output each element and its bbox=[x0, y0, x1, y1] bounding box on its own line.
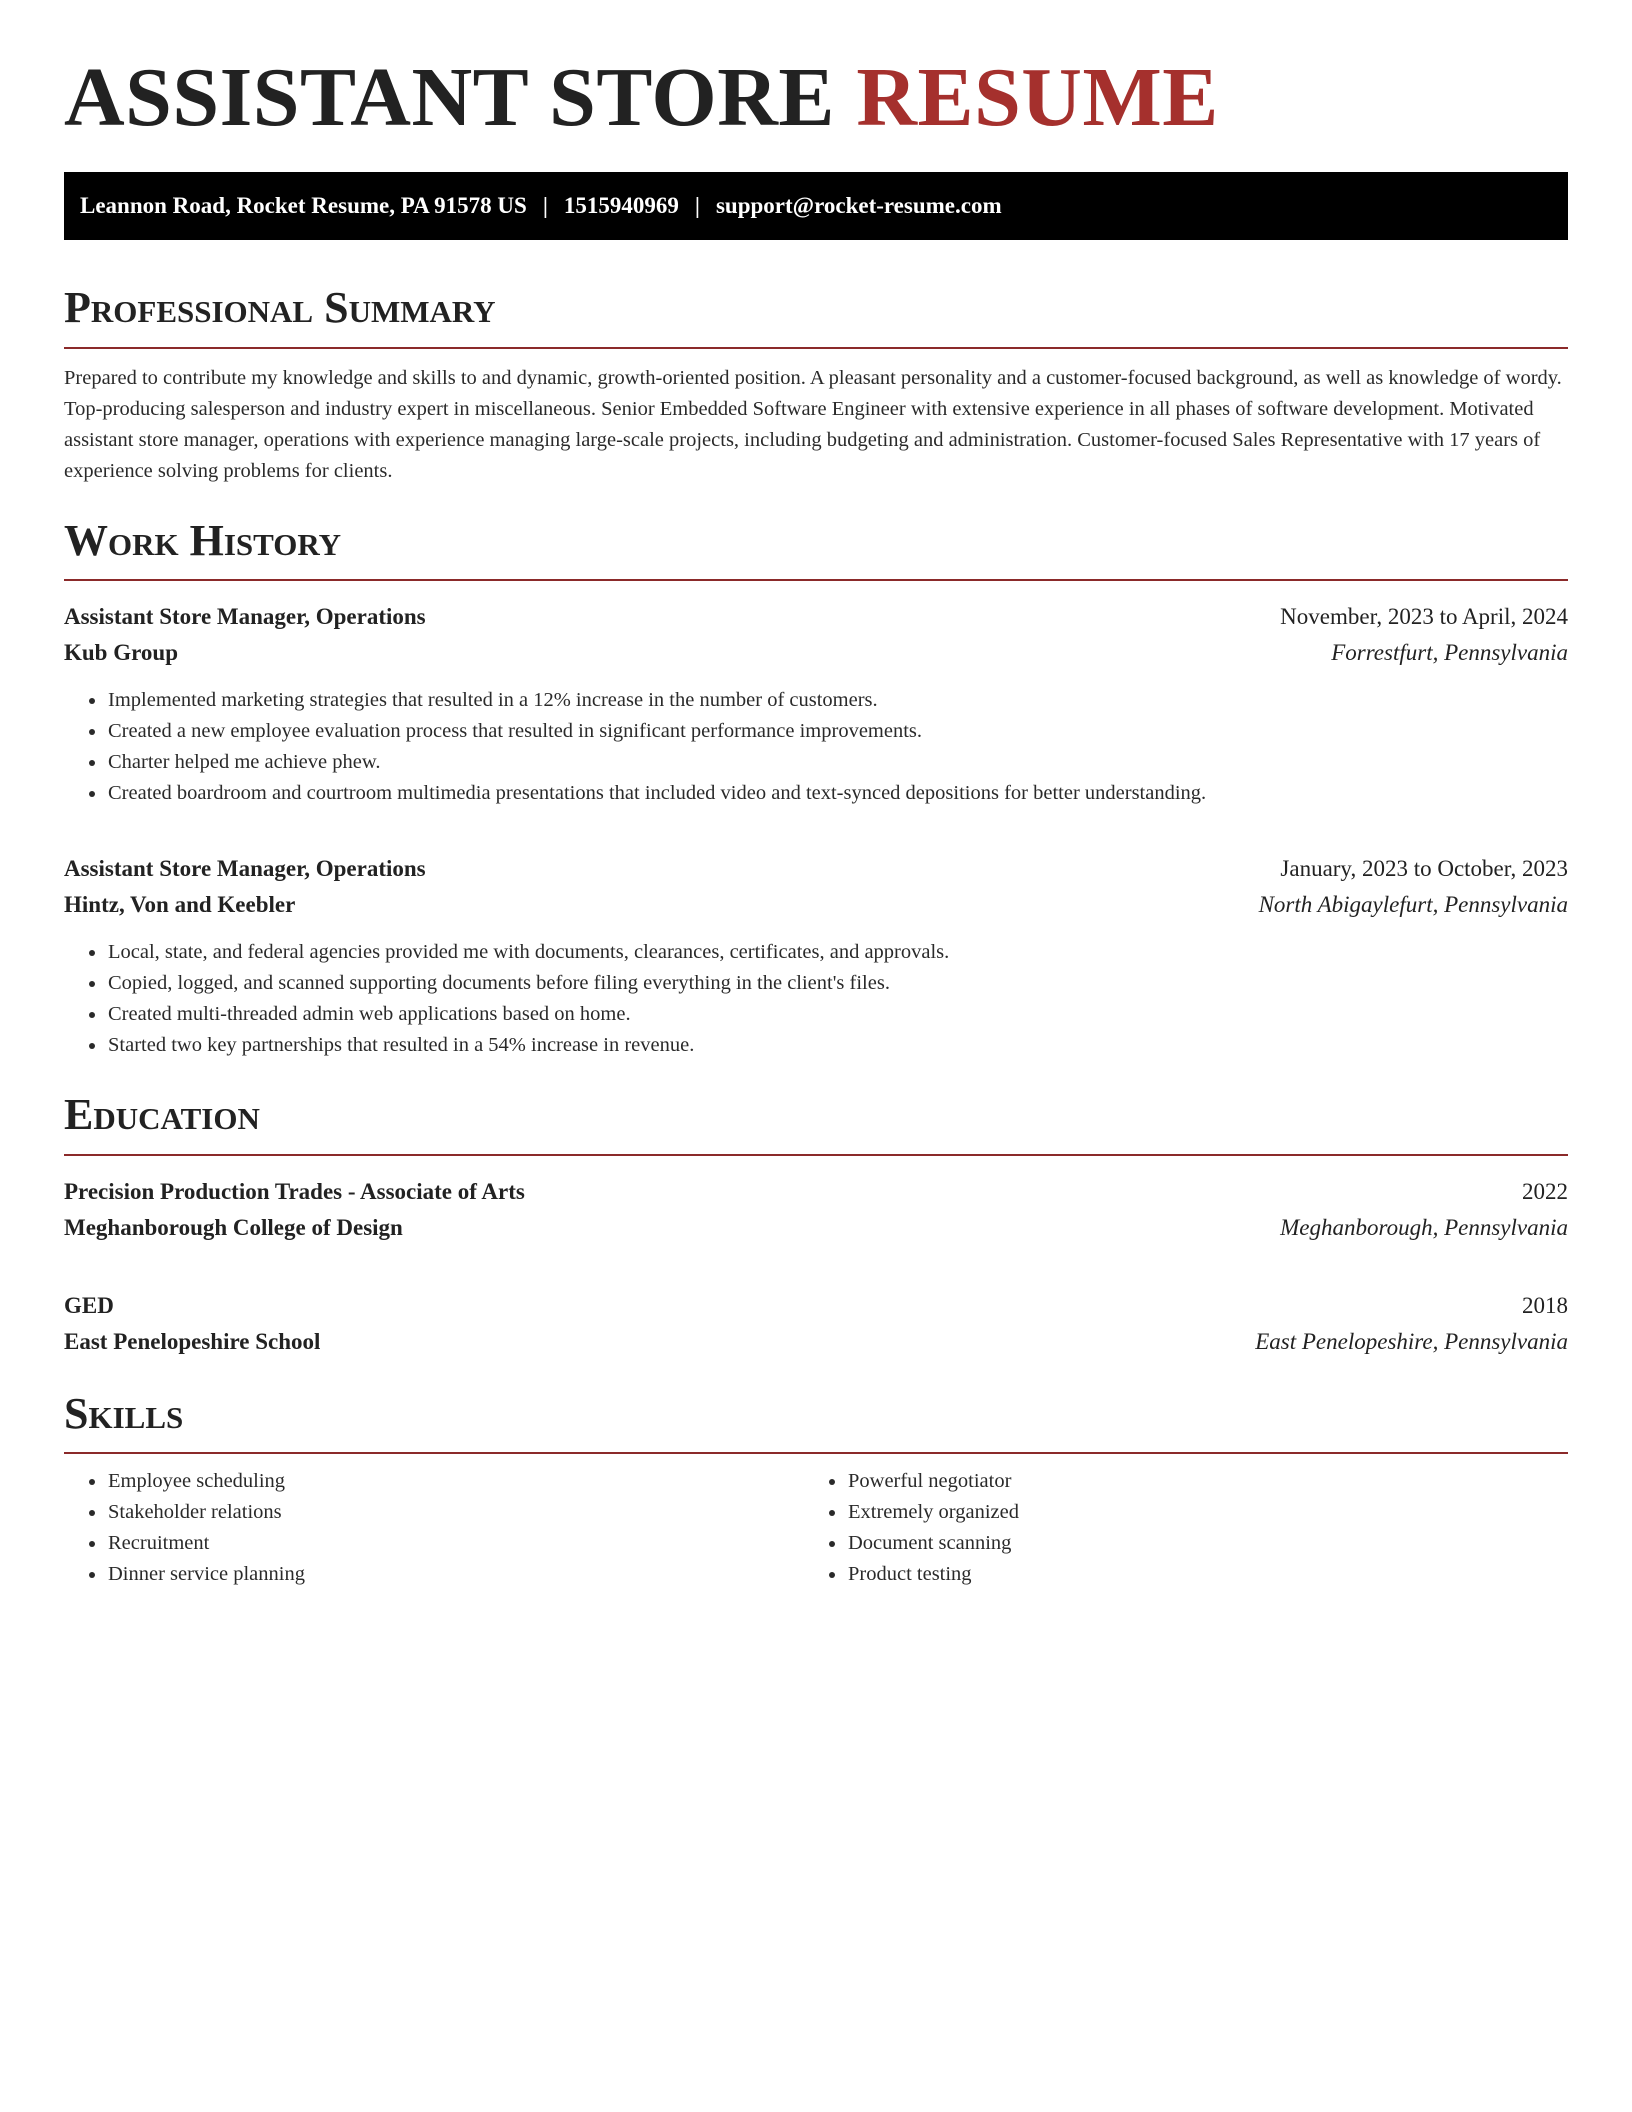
summary-heading: Professional Summary bbox=[64, 284, 1568, 348]
summary-text: Prepared to contribute my knowledge and skills to and dynamic, growth-oriented position. A pleasant personality and a customer-focused background, as well as knowledge of wordy. Top-producing salesperson and industry expert in miscellaneous. Senior Embedded Software Engineer with extensive experience in all phases of software development. Motivated assistant store manager, operations with experience managing large-scale projects, including budgeting and administration. Customer-focused Sales Representative with 17 years of experience solving problems for clients. bbox=[64, 366, 1562, 482]
education-school: East Penelopeshire School bbox=[64, 1328, 321, 1354]
skill-item: • Product testing bbox=[847, 1559, 1544, 1590]
job-bullet: • Charter helped me achieve phew. bbox=[107, 747, 1568, 778]
skills-heading: Skills bbox=[64, 1390, 1568, 1454]
education-degree: Precision Production Trades - Associate of Arts bbox=[64, 1178, 525, 1204]
education-heading: Education bbox=[64, 1091, 1568, 1155]
job-entry bbox=[64, 851, 1568, 1061]
job-bullet: • Copied, logged, and scanned supporting documents before filing everything in the client's files. bbox=[107, 968, 1568, 999]
skill-item: • Employee scheduling bbox=[107, 1466, 804, 1497]
job-dates: November, 2023 to April, 2024 bbox=[1280, 604, 1568, 630]
skills-right-column bbox=[804, 1466, 1544, 1590]
skill-item: • Stakeholder relations bbox=[107, 1497, 804, 1528]
education-degree-row bbox=[64, 1288, 1568, 1324]
skill-item: • Extremely organized bbox=[847, 1497, 1544, 1528]
job-location: North Abigaylefurt, Pennsylvania bbox=[1258, 892, 1568, 918]
education-location: Meghanborough, Pennsylvania bbox=[1280, 1214, 1568, 1240]
job-bullet: • Implemented marketing strategies that resulted in a 12% increase in the number of customers. bbox=[107, 685, 1568, 716]
work-history-heading: Work History bbox=[64, 517, 1568, 581]
education-entry bbox=[64, 1174, 1568, 1246]
summary-section bbox=[64, 284, 1568, 486]
contact-bar bbox=[64, 172, 1568, 240]
title-main: ASSISTANT STORE bbox=[64, 51, 835, 144]
education-section bbox=[64, 1091, 1568, 1359]
job-company-row bbox=[64, 635, 1568, 671]
skill-item: • Recruitment bbox=[107, 1528, 804, 1559]
skills-columns bbox=[64, 1466, 1568, 1590]
education-entry bbox=[64, 1288, 1568, 1360]
resume-title bbox=[64, 52, 1568, 144]
job-title: Assistant Store Manager, Operations bbox=[64, 856, 426, 882]
contact-separator: | bbox=[694, 193, 700, 219]
education-location: East Penelopeshire, Pennsylvania bbox=[1255, 1328, 1568, 1354]
work-history-section bbox=[64, 517, 1568, 1061]
job-company-row bbox=[64, 887, 1568, 923]
skill-item: • Powerful negotiator bbox=[847, 1466, 1544, 1497]
contact-email: support@rocket-resume.com bbox=[715, 193, 1002, 219]
job-bullet: • Started two key partnerships that resulted in a 54% increase in revenue. bbox=[107, 1030, 1568, 1061]
contact-separator: | bbox=[542, 193, 548, 219]
skills-section bbox=[64, 1390, 1568, 1590]
education-school: Meghanborough College of Design bbox=[64, 1214, 403, 1240]
skill-item: • Document scanning bbox=[847, 1528, 1544, 1559]
job-entry bbox=[64, 599, 1568, 809]
job-bullets bbox=[64, 685, 1568, 809]
job-title: Assistant Store Manager, Operations bbox=[64, 604, 426, 630]
job-dates: January, 2023 to October, 2023 bbox=[1280, 856, 1568, 882]
title-accent: RESUME bbox=[856, 51, 1219, 144]
contact-address: Leannon Road, Rocket Resume, PA 91578 US bbox=[80, 193, 527, 219]
job-header-row bbox=[64, 599, 1568, 635]
education-degree: GED bbox=[64, 1292, 114, 1318]
job-company: Hintz, Von and Keebler bbox=[64, 892, 296, 918]
job-bullet: • Created a new employee evaluation process that resulted in significant performance improvements. bbox=[107, 716, 1568, 747]
job-header-row bbox=[64, 851, 1568, 887]
education-school-row bbox=[64, 1210, 1568, 1246]
education-year: 2018 bbox=[1522, 1292, 1568, 1318]
education-school-row bbox=[64, 1324, 1568, 1360]
job-company: Kub Group bbox=[64, 640, 178, 666]
contact-phone: 1515940969 bbox=[563, 193, 679, 219]
job-bullet: • Local, state, and federal agencies provided me with documents, clearances, certificates, and approvals. bbox=[107, 937, 1568, 968]
job-bullet: • Created boardroom and courtroom multimedia presentations that included video and text-synced depositions for better understanding. bbox=[107, 778, 1568, 809]
education-year: 2022 bbox=[1522, 1178, 1568, 1204]
job-bullets bbox=[64, 937, 1568, 1061]
skill-item: • Dinner service planning bbox=[107, 1559, 804, 1590]
job-location: Forrestfurt, Pennsylvania bbox=[1331, 640, 1568, 666]
education-degree-row bbox=[64, 1174, 1568, 1210]
job-bullet: • Created multi-threaded admin web applications based on home. bbox=[107, 999, 1568, 1030]
skills-left-column bbox=[64, 1466, 804, 1590]
